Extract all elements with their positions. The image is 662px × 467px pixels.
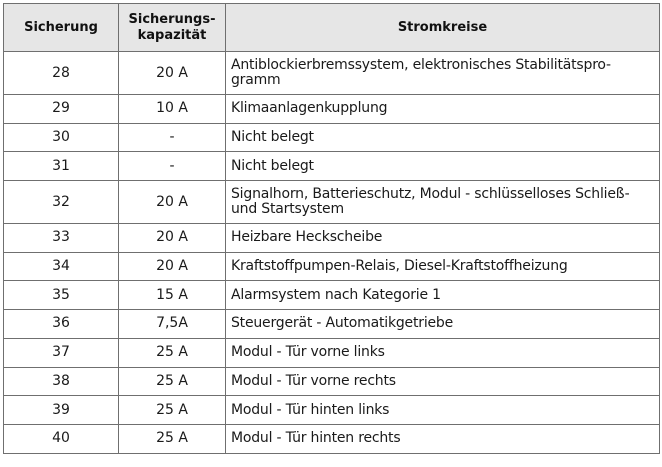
circuit-description: Alarmsystem nach Kategorie 1 xyxy=(226,281,660,310)
table-header xyxy=(4,4,660,52)
fuse-capacity: - xyxy=(119,123,226,152)
fuse-capacity: 20 A xyxy=(119,181,226,224)
table-row xyxy=(4,281,660,310)
circuit-description: Modul - Tür hinten rechts xyxy=(226,424,660,453)
table-row xyxy=(4,152,660,181)
fuse-capacity: 7,5A xyxy=(119,310,226,339)
circuit-description: Klimaanlagenkupplung xyxy=(226,95,660,124)
fuse-capacity: 25 A xyxy=(119,396,226,425)
header-capacity-line2: kapazität xyxy=(137,27,207,43)
circuit-description: Steuergerät - Automatikgetriebe xyxy=(226,310,660,339)
fuse-number: 36 xyxy=(4,310,119,339)
fuse-number: 28 xyxy=(4,52,119,95)
table-row xyxy=(4,338,660,367)
fuse-capacity: - xyxy=(119,152,226,181)
header-capacity xyxy=(119,4,226,52)
circuit-description: Modul - Tür vorne rechts xyxy=(226,367,660,396)
fuse-capacity: 25 A xyxy=(119,424,226,453)
table-row xyxy=(4,424,660,453)
fuse-number: 30 xyxy=(4,123,119,152)
fuse-number: 38 xyxy=(4,367,119,396)
table-row xyxy=(4,95,660,124)
fuse-capacity: 25 A xyxy=(119,338,226,367)
circuit-description: Nicht belegt xyxy=(226,123,660,152)
table-row xyxy=(4,123,660,152)
fuse-number: 34 xyxy=(4,252,119,281)
fuse-capacity: 20 A xyxy=(119,52,226,95)
fuse-capacity: 15 A xyxy=(119,281,226,310)
fuse-table xyxy=(3,3,660,454)
table-body xyxy=(4,52,660,454)
fuse-number: 35 xyxy=(4,281,119,310)
table-row xyxy=(4,367,660,396)
circuit-description: Modul - Tür vorne links xyxy=(226,338,660,367)
fuse-number: 31 xyxy=(4,152,119,181)
circuit-description: Modul - Tür hinten links xyxy=(226,396,660,425)
fuse-number: 40 xyxy=(4,424,119,453)
fuse-number: 32 xyxy=(4,181,119,224)
circuit-description: Nicht belegt xyxy=(226,152,660,181)
fuse-capacity: 20 A xyxy=(119,224,226,253)
table-row xyxy=(4,396,660,425)
circuit-description: Kraftstoffpumpen-Relais, Diesel-Kraftstoffheizung xyxy=(226,252,660,281)
table-row xyxy=(4,310,660,339)
fuse-number: 33 xyxy=(4,224,119,253)
table-row xyxy=(4,52,660,95)
fuse-capacity: 25 A xyxy=(119,367,226,396)
fuse-capacity: 10 A xyxy=(119,95,226,124)
circuit-description: Signalhorn, Batterieschutz, Modul - schlüsselloses Schließ-und Startsystem xyxy=(226,181,660,224)
circuit-description: Heizbare Heckscheibe xyxy=(226,224,660,253)
circuit-description: Antiblockierbremssystem, elektronisches Stabilitätspro-gramm xyxy=(226,52,660,95)
fuse-number: 39 xyxy=(4,396,119,425)
table-row xyxy=(4,252,660,281)
header-circuits: Stromkreise xyxy=(226,4,660,52)
table-row xyxy=(4,224,660,253)
fuse-capacity: 20 A xyxy=(119,252,226,281)
fuse-number: 37 xyxy=(4,338,119,367)
header-capacity-line1: Sicherungs- xyxy=(128,11,216,27)
header-row xyxy=(4,4,660,52)
header-fuse: Sicherung xyxy=(4,4,119,52)
fuse-number: 29 xyxy=(4,95,119,124)
table-row xyxy=(4,181,660,224)
